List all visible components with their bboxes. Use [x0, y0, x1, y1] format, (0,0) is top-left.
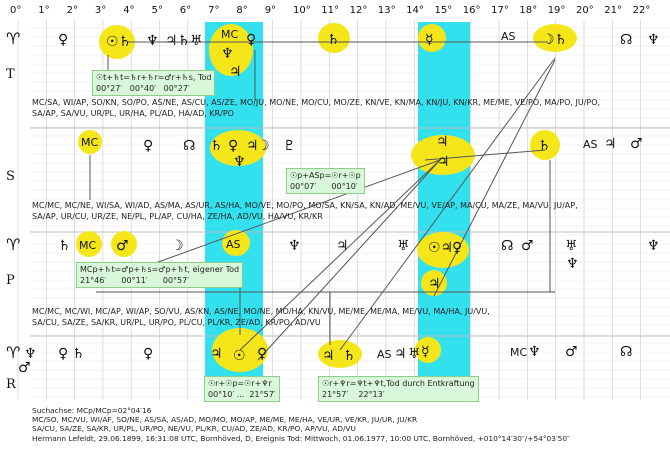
degree-scale — [10, 5, 650, 16]
pluto-icon-S: ♇ — [283, 138, 296, 154]
aries-icon-T: ♈ — [6, 29, 21, 48]
mars-icon-S: ♂ — [630, 136, 643, 152]
saturn-icon-R2: ♄ — [343, 348, 356, 364]
venus-icon-R2: ♀ — [143, 346, 154, 362]
jupiter-icon-S2: ♃ — [604, 136, 617, 152]
node-icon-R: ☊ — [620, 344, 633, 360]
degree-tick-16: 16° — [462, 5, 481, 16]
as-label-T: AS — [501, 30, 516, 43]
moon-icon-P: ☽ — [171, 238, 184, 254]
midpoints-S-line1: MC/MC, MC/NE, WI/SA, WI/AD, AS/MA, AS/UR, AS/HA, MO/VE, MO/PO, MO/SA, KN/SA, KN/AD, ME/VU, VE/AP, MA/CU, MA/ZE, MA/VU, JU/AP, — [32, 201, 578, 210]
degree-tick-22: 22° — [632, 5, 651, 16]
degree-tick-1: 1° — [38, 5, 50, 16]
venus-icon-S2: ♀ — [228, 138, 239, 154]
moon-icon-S: ☽ — [257, 138, 270, 154]
degree-tick-4: 4° — [123, 5, 135, 16]
kronos-icon-P: ♃ — [428, 276, 441, 292]
jupiter-icon-P: ♃ — [336, 238, 349, 254]
degree-tick-13: 13° — [377, 5, 396, 16]
sun-saturn-glyph-T: ☉♄ — [106, 34, 132, 50]
venus-icon-R: ♀ — [58, 346, 69, 362]
venus-icon-P: ♀ — [452, 240, 463, 256]
sun-zeus-icon-S: ♃ — [437, 154, 450, 170]
neptune-icon-P3: ♆ — [647, 238, 660, 254]
degree-tick-20: 20° — [576, 5, 594, 16]
aries-icon-P: ♈ — [6, 235, 21, 254]
note-P: MCp+♄t=♂p+♄s=♂p+♄t, eigener Tod 21°46′ 00°11′ 00°57′ — [76, 262, 243, 288]
degree-tick-2: 2° — [66, 5, 78, 16]
degree-tick-12: 12° — [349, 5, 368, 16]
degree-tick-10: 10° — [293, 5, 311, 16]
mars-icon-P: ♂ — [116, 238, 129, 254]
degree-tick-9: 9° — [264, 5, 277, 16]
row-label-T: T — [6, 67, 15, 82]
jupiter-icon-S: ♃ — [246, 138, 259, 154]
mc-label-R: MC — [510, 346, 528, 359]
degree-tick-21: 21° — [604, 5, 623, 16]
neptune-icon-T2: ♆ — [221, 46, 234, 62]
node-icon-T: ☊ — [620, 32, 633, 48]
venus-icon-T2: ♀ — [246, 32, 257, 48]
midpoints-P-line2: SA/CU, SA/ZE, SA/KR, UR/PL, UR/PO, PL/CU, PL/KR, ZE/AD, KR/PO, AD/VU — [32, 318, 321, 327]
footer-search-axis: Suchachse: MCp/MCp=02°04′16 — [32, 406, 152, 415]
degree-tick-3: 3° — [94, 5, 107, 16]
uranus-icon-P: ♅ — [397, 238, 410, 254]
venus-icon-S: ♀ — [143, 138, 154, 154]
jupiter-icon-R3: ♃ — [394, 346, 407, 362]
mars-icon-R: ♂ — [18, 360, 31, 376]
mercury-icon-R: ☿ — [421, 344, 430, 360]
jupiter-icon-T: ♃ — [229, 64, 242, 80]
mars-icon-R2: ♂ — [565, 344, 578, 360]
row-R-glyphs — [6, 343, 632, 376]
saturn-icon-R: ♄ — [72, 346, 85, 362]
footer-midpoints-2: SA/CU, SA/ZE, SA/KR, UR/PL, UR/PO, NE/VU, PL/KR, CU/AD, ZE/AD, KR/PO, AP/VU, AD/VU — [32, 424, 356, 433]
cupido-icon-T: ♄ — [327, 32, 340, 48]
row-label-R: R — [6, 377, 16, 392]
mc-label-S: MC — [81, 136, 99, 149]
midpoints-T-line2: SA/AP, SA/VU, UR/PL, UR/HA, PL/AD, HA/AD, KR/PO — [32, 109, 234, 118]
degree-tick-5: 5° — [151, 5, 163, 16]
uranus-icon-P2: ♅ — [565, 238, 578, 254]
node-icon-P: ☊ — [501, 238, 514, 254]
degree-tick-17: 17° — [491, 5, 509, 16]
footer-midpoints-1: MC/SO, MC/VU, WI/AF, SO/NE, AS/SA, AS/AD, MO/MO, MO/AP, ME/ME, ME/HA, VE/UR, VE/KR, JU/UR, JU/KR — [32, 415, 418, 424]
jupiter-saturn-glyph-T: ♃♄ — [165, 33, 191, 49]
zeus-icon-S: ♃ — [436, 134, 449, 150]
row-label-P: P — [6, 273, 15, 288]
saturn-icon-S2: ♄ — [538, 138, 551, 154]
degree-tick-0: 0° — [10, 5, 22, 16]
venus-jupiter-glyph-P: ☉♃ — [428, 240, 454, 256]
row-label-S: S — [6, 169, 15, 184]
degree-tick-15: 15° — [434, 5, 453, 16]
midpoints-S-line2: SA/AP, UR/CU, UR/ZE, NE/PL, PL/AP, CU/HA, ZE/HA, AD/VU, HA/VU, KR/KR — [32, 212, 323, 221]
degree-tick-6: 6° — [179, 5, 192, 16]
degree-tick-18: 18° — [519, 5, 538, 16]
as-label-P: AS — [226, 238, 241, 251]
neptune-icon-P2: ♆ — [566, 256, 579, 272]
uranus-icon-R: ♅ — [408, 346, 421, 362]
degree-tick-8: 8° — [236, 5, 248, 16]
degree-tick-14: 14° — [406, 5, 424, 16]
mc-label-T: MC — [221, 28, 239, 41]
neptune-icon-T3: ♆ — [647, 32, 660, 48]
degree-tick-7: 7° — [208, 5, 220, 16]
node-icon-S: ☊ — [183, 138, 196, 154]
venus-icon-T: ♀ — [58, 32, 69, 48]
aries-icon-R: ♈ — [6, 343, 21, 362]
sun-icon-R: ☉ — [233, 348, 246, 364]
moon-saturn-glyph-T: ☽♄ — [542, 32, 568, 48]
uranus-icon-T: ♅ — [190, 33, 203, 49]
note-S: ☉p+ASp=☉r+☉p 00°07′ 00°10′ — [286, 168, 365, 194]
note-T: ☉t+♄t=♄r+♄r=♂r+♄s, Tod 00°27′ 00°40′ 00°27′ — [92, 70, 215, 96]
jupiter-icon-R: ♃ — [210, 346, 223, 362]
saturn-icon-S: ♄ — [210, 138, 223, 154]
note-R-right: ☉r+♆r=♆t+♆t,Tod durch Entkraftung 21°57′ 22°13′ — [318, 376, 479, 402]
neptune-icon-S: ♆ — [233, 154, 246, 170]
mercury-icon-T: ☿ — [425, 32, 434, 48]
jupiter-icon-R2: ♃ — [322, 348, 335, 364]
mc-label-P: MC — [79, 239, 97, 252]
mars-icon-P2: ♂ — [521, 238, 534, 254]
note-R-left: ☉r+☉p=☉r+♆r 00°10′ ... 21°57′ — [204, 376, 280, 402]
cupido-icon-P: ♄ — [58, 238, 71, 254]
midpoints-P-line1: MC/MC, MC/WI, MC/AP, WI/AP, SO/VU, AS/KN, AS/NE, MO/NE, MO/HA, KN/VU, ME/ME, ME/MA, ME/VU, MA/HA, JU/VU, — [32, 307, 490, 316]
footer-chart-info: Hermann Lefeldt, 29.06.1899, 16:31:08 UTC, Bornhöved, D, Ereignis Tod: Mittwoch, 01.06.1977, 10:00 UTC, Bornhöved, +010°14′30″/+54°03′50″ — [32, 434, 570, 443]
degree-tick-11: 11° — [321, 5, 340, 16]
neptune-icon-P: ♆ — [288, 238, 301, 254]
degree-tick-19: 19° — [547, 5, 566, 16]
neptune-icon-R2: ♆ — [528, 344, 541, 360]
neptune-icon-R: ♆ — [24, 346, 37, 362]
neptune-icon-T: ♆ — [146, 33, 159, 49]
venus-icon-R3: ♀ — [257, 346, 268, 362]
as-label-S: AS — [583, 138, 598, 151]
midpoints-T-line1: MC/SA, WI/AP, SO/KN, SO/PO, AS/NE, AS/CU, AS/ZE, MO/JU, MO/NE, MO/CU, MO/ZE, KN/VE, KN/MA, KN/JU, KN/KR, ME/ME, VE/PO, MA/PO, JU/PO, — [32, 98, 601, 107]
as-label-R: AS — [377, 348, 392, 361]
